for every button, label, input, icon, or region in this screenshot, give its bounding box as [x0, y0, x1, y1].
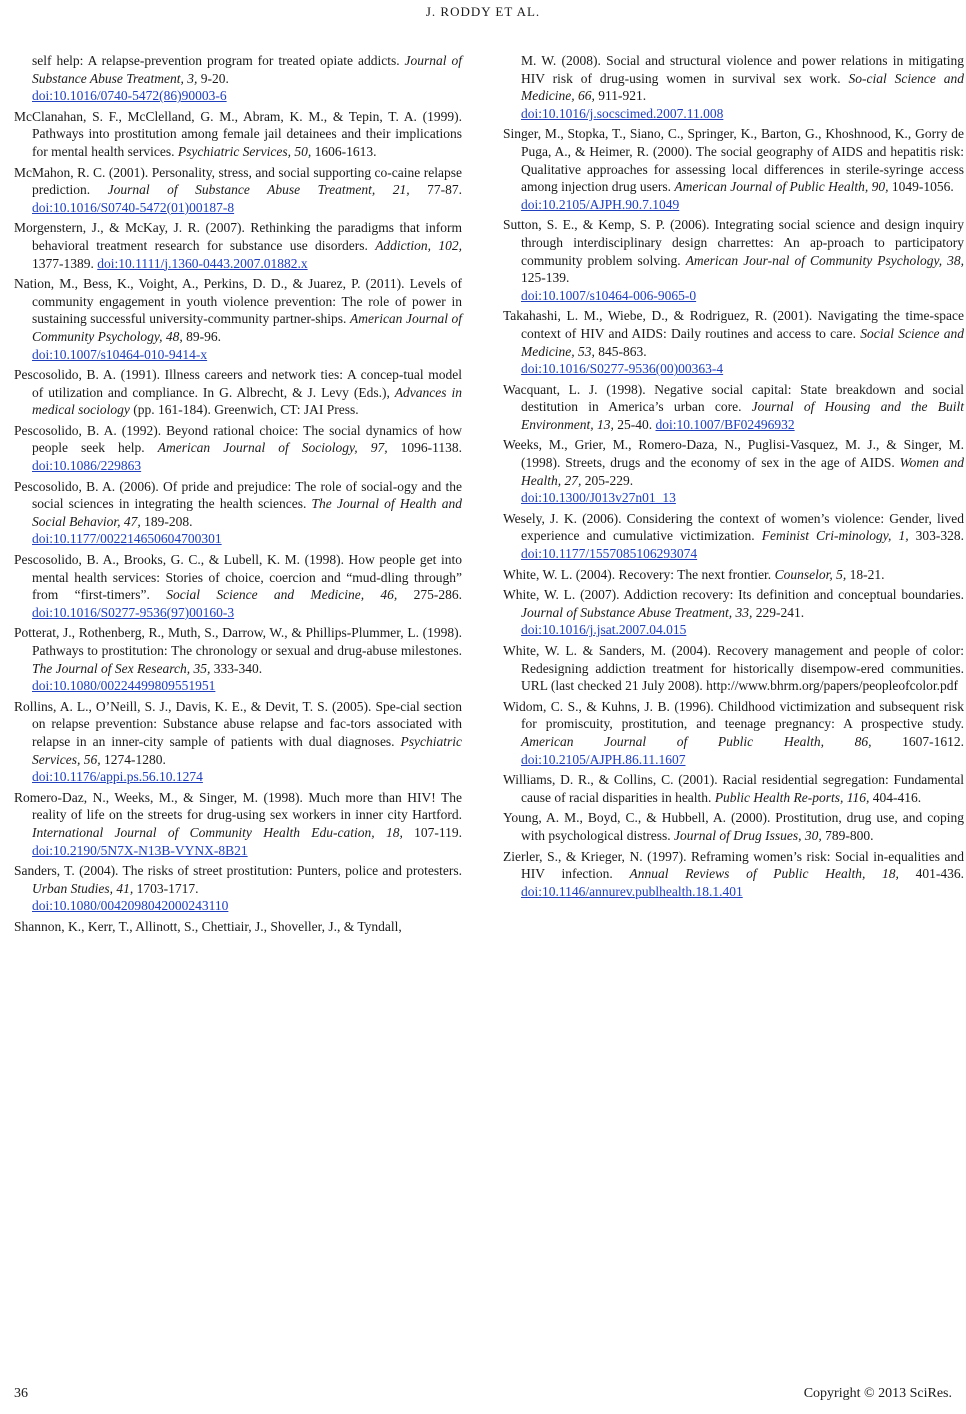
reference-pages: 845-863. — [594, 343, 647, 359]
reference-text: McClanahan, S. F., McClelland, G. M., Abram, K. M., & Tepin, T. A. (1999). Pathways into prostitution among female jail detainees and their implications for mental health services. — [14, 108, 462, 159]
reference-entry — [14, 275, 462, 363]
reference-column-left — [14, 52, 462, 939]
reference-entry — [503, 52, 964, 122]
reference-pages: 911-921. — [594, 88, 647, 104]
reference-entry — [503, 771, 964, 806]
reference-entry — [14, 551, 462, 621]
reference-journal: Journal of Substance Abuse Treatment, 21, — [107, 182, 410, 198]
reference-journal: Journal of Drug Issues, 30, — [673, 827, 822, 843]
reference-pages: 404-416. — [869, 789, 922, 805]
doi-link[interactable]: doi:10.1007/s10464-010-9414-x — [32, 346, 208, 362]
reference-text: Shannon, K., Kerr, T., Allinott, S., Chettiair, J., Shoveller, J., & Tyndall, — [14, 918, 402, 934]
doi-link[interactable]: doi:10.2105/AJPH.90.7.1049 — [521, 196, 680, 212]
reference-entry — [14, 52, 462, 105]
reference-pages: 1606-1613. — [311, 143, 377, 159]
reference-journal: Journal of Housing and the Built Environment, 13, — [521, 399, 964, 432]
reference-text: Romero-Daz, N., Weeks, M., & Singer, M. (1998). Much more than HIV! The reality of life on the streets for drug-using sex workers in inner city Hartford. — [14, 789, 462, 823]
reference-journal: Feminist Cri-minology, 1, — [761, 528, 909, 544]
reference-text: Sutton, S. E., & Kemp, S. P. (2006). Integrating social science and design inquiry through interdisciplinary design charrettes: An ap-proach to participatory community problem solving. — [503, 217, 964, 268]
reference-journal: The Journal of Sex Research, 35, — [32, 660, 211, 676]
reference-entry — [503, 510, 964, 563]
doi-link[interactable]: doi:10.1177/1557085106293074 — [521, 546, 698, 562]
reference-journal: American Journal of Public Health, 90, — [674, 179, 889, 195]
reference-text: M. W. (2008). Social and structural violence and power relations in mitigating HIV risk of drug-using women in survival sex work. — [521, 53, 964, 86]
reference-text: Pescosolido, B. A. (1992). Beyond rational choice: The social dynamics of how people seek help. — [14, 422, 462, 456]
reference-pages: 9-20. — [197, 70, 229, 86]
reference-pages: 275-286. — [397, 587, 463, 603]
reference-pages: 77-87. — [409, 182, 463, 198]
reference-column-right — [503, 52, 964, 903]
reference-text: Pescosolido, B. A. (2006). Of pride and prejudice: The role of social-ogy and the social sciences in integrating the health sciences. — [14, 478, 462, 512]
reference-journal: Counselor, 5, — [774, 566, 847, 582]
reference-text: Rollins, A. L., O’Neill, S. J., Davis, K. E., & Devit, T. S. (2005). Spe-cial section on relapse prevention: Substance abuse relapse and fac-tors associated with relapse in an inner-city sample of patients with dual diagnoses. — [14, 698, 462, 749]
reference-journal: Public Health Re-ports, 116, — [714, 789, 870, 805]
reference-text: Wesely, J. K. (2006). Considering the context of women’s violence: Gender, lived experience and cumulative victimization. — [503, 510, 964, 544]
reference-pages: 1049-1056. — [888, 179, 954, 195]
reference-entry — [14, 698, 462, 786]
reference-entry — [14, 478, 462, 548]
reference-entry — [503, 809, 964, 844]
reference-text: Weeks, M., Grier, M., Romero-Daza, N., Puglisi-Vasquez, M. J., & Singer, M. (1998). Streets, drugs and the economy of sex in the age of AIDS. — [503, 437, 964, 471]
reference-text: Pescosolido, B. A., Brooks, G. C., & Lubell, K. M. (1998). How people get into mental health services: Stories of choice, coercion and “mud-dling through” from “first-timers”. — [14, 552, 462, 603]
doi-link[interactable]: doi:10.2105/AJPH.86.11.1607 — [521, 751, 686, 767]
reference-text: Potterat, J., Rothenberg, R., Muth, S., Darrow, W., & Phillips-Plummer, L. (1998). Pathways to prostitution: The chronology or sexual and drug-abuse milestones. — [14, 625, 462, 658]
reference-journal: American Journal of Public Health, 86, — [521, 733, 872, 749]
doi-link[interactable]: doi:10.1016/j.socscimed.2007.11.008 — [521, 105, 724, 121]
reference-entry — [503, 125, 964, 213]
reference-entry — [503, 848, 964, 901]
doi-link[interactable]: doi:10.1016/S0277-9536(00)00363-4 — [521, 361, 724, 377]
reference-text: Pescosolido, B. A. (1991). Illness careers and network ties: A concep-tual model of utilization and compliance. In G. Albrecht, & J. Levy (Eds.), — [14, 367, 462, 400]
reference-text: Young, A. M., Boyd, C., & Hubbell, A. (2000). Prostitution, drug use, and coping with psychological distress. — [503, 810, 964, 843]
reference-pages: 789-800. — [821, 827, 874, 843]
reference-journal: Journal of Substance Abuse Treatment, 33, — [521, 604, 753, 620]
reference-journal: American Journal of Community Psychology, 48, — [32, 311, 463, 344]
doi-link[interactable]: doi:10.1146/annurev.publhealth.18.1.401 — [521, 883, 743, 899]
reference-text: White, W. L. (2004). Recovery: The next frontier. — [503, 566, 775, 582]
doi-link[interactable]: doi:10.2190/5N7X-N13B-VYNX-8B21 — [32, 842, 248, 858]
reference-entry — [14, 164, 462, 217]
reference-pages: 1377-1389. — [32, 255, 98, 271]
reference-text: White, W. L. & Sanders, M. (2004). Recovery management and people of color: Redesigning addiction treatment for historically disempow-ered communities. URL (last checked 21 July 2008). http://www.bhrm.org/papers/peopleofcolor.pdf — [503, 643, 964, 694]
reference-entry — [503, 698, 964, 768]
reference-journal: Addiction, 102, — [375, 237, 462, 253]
reference-journal: Psychiatric Services, 50, — [177, 143, 312, 159]
reference-journal: So-cial Science and Medicine, 66, — [521, 70, 965, 104]
reference-pages: 25-40. — [613, 416, 656, 432]
page-number: 36 — [14, 1386, 28, 1401]
reference-pages: 18-21. — [846, 566, 885, 582]
doi-link[interactable]: doi:10.1016/S0740-5472(01)00187-8 — [32, 199, 235, 215]
reference-entry — [503, 381, 964, 434]
reference-entry — [14, 219, 462, 272]
reference-journal: Women and Health, 27, — [521, 455, 964, 488]
reference-pages: 333-340. — [210, 660, 263, 676]
doi-link[interactable]: doi:10.1016/j.jsat.2007.04.015 — [521, 622, 687, 638]
reference-pages: 303-328. — [908, 528, 964, 544]
doi-link[interactable]: doi:10.1007/s10464-006-9065-0 — [521, 287, 697, 303]
reference-pages: 107-119. — [402, 824, 463, 840]
reference-entry — [503, 566, 964, 584]
reference-pages: 125-139. — [521, 270, 570, 286]
reference-pages: 1703-1717. — [133, 880, 199, 896]
running-head: J. RODDY ET AL. — [425, 4, 541, 19]
reference-entry — [14, 422, 462, 475]
doi-link[interactable]: doi:10.1111/j.1360-0443.2007.01882.x — [97, 255, 308, 271]
reference-text: Sanders, T. (2004). The risks of street prostitution: Punters, police and protesters. — [14, 863, 462, 879]
reference-pages: 189-208. — [140, 513, 193, 529]
reference-text: Singer, M., Stopka, T., Siano, C., Springer, K., Barton, G., Khoshnood, K., Gorry de Puga, A., & Heimer, R. (2000). The social geography of AIDS and hepatitis risk: Qualitative approaches for assessing local differences in sterile-syringe access among injection drug users. — [503, 126, 964, 195]
reference-text: Takahashi, L. M., Wiebe, D., & Rodriguez, R. (2001). Navigating the time-space context of HIV and AIDS: Daily routines and access to care. — [503, 308, 964, 341]
reference-journal: The Journal of Health and Social Behavior, 47, — [32, 496, 462, 529]
reference-text: Williams, D. R., & Collins, C. (2001). Racial residential segregation: Fundamental cause of racial disparities in health. — [503, 772, 964, 805]
reference-text: Widom, C. S., & Kuhns, J. B. (1996). Childhood victimization and subsequent risk for promiscuity, prostitution, and teenage pregnancy: A prospective study. — [503, 698, 964, 732]
reference-entry — [14, 366, 462, 419]
doi-link[interactable]: doi:10.1007/BF02496932 — [655, 416, 795, 432]
reference-text: self help: A relapse-prevention program for treated opiate addicts. — [32, 53, 405, 68]
reference-entry — [14, 108, 462, 161]
doi-link[interactable]: doi:10.1080/00224499809551951 — [32, 678, 216, 694]
reference-entry — [14, 862, 462, 915]
reference-text: Nation, M., Bess, K., Voight, A., Perkins, D. D., & Juarez, P. (2011). Levels of community engagement in youth violence prevention: The role of power in sustaining successful university-community partner-ships. — [14, 276, 462, 327]
reference-journal: Journal of Substance Abuse Treatment, 3, — [32, 53, 462, 86]
reference-text: Wacquant, L. J. (1998). Negative social capital: State breakdown and social destitution in America’s urban core. — [503, 381, 964, 415]
doi-link[interactable]: doi:10.1177/002214650604700301 — [32, 531, 222, 547]
reference-journal: American Jour-nal of Community Psychology, 38, — [685, 252, 964, 268]
reference-pages: 1096-1138. — [387, 440, 462, 456]
reference-text: White, W. L. (2007). Addiction recovery: Its definition and conceptual boundaries. — [503, 587, 964, 603]
reference-pages: 229-241. — [752, 604, 805, 620]
reference-pages: (pp. 161-184). Greenwich, CT: JAI Press. — [129, 402, 359, 418]
reference-journal: Social Science and Medicine, 46, — [166, 587, 398, 603]
reference-text: Morgenstern, J., & McKay, J. R. (2007). Rethinking the paradigms that inform behavioral treatment research for substance use disorders. — [14, 220, 462, 253]
doi-link[interactable]: doi:10.1016/0740-5472(86)90003-6 — [32, 88, 227, 104]
reference-entry — [503, 216, 964, 304]
reference-entry — [503, 642, 964, 695]
reference-pages: 401-436. — [898, 866, 965, 882]
reference-entry — [503, 307, 964, 377]
copyright-notice: Copyright © 2013 SciRes. — [803, 1386, 952, 1401]
doi-link[interactable]: doi:10.1086/229863 — [32, 458, 142, 474]
reference-pages: 89-96. — [182, 328, 221, 344]
doi-link[interactable]: doi:10.1016/S0277-9536(97)00160-3 — [32, 604, 235, 620]
doi-link[interactable]: doi:10.1300/J013v27n01_13 — [521, 490, 676, 506]
reference-pages: 1274-1280. — [100, 751, 166, 767]
reference-entry — [503, 436, 964, 506]
reference-entry — [14, 789, 462, 859]
reference-pages: 1607-1612. — [871, 733, 964, 749]
reference-journal: Advances in medical sociology — [32, 384, 462, 418]
reference-journal: International Journal of Community Health Edu-cation, 18, — [32, 824, 403, 840]
reference-entry — [503, 586, 964, 639]
reference-entry — [14, 624, 462, 694]
reference-text: McMahon, R. C. (2001). Personality, stress, and social supporting co-caine relapse prediction. — [14, 164, 462, 198]
reference-journal: American Journal of Sociology, 97, — [157, 440, 388, 456]
reference-text: Zierler, S., & Krieger, N. (1997). Reframing women’s risk: Social in-equalities and HIV infection. — [503, 848, 964, 882]
reference-entry — [14, 918, 462, 936]
reference-journal: Urban Studies, 41, — [32, 880, 134, 896]
reference-journal: Psychiatric Services, 56, — [32, 733, 462, 767]
doi-link[interactable]: doi:10.1080/0042098042000243110 — [32, 898, 229, 914]
reference-pages: 205-229. — [581, 472, 634, 488]
reference-journal: Social Science and Medicine, 53, — [521, 325, 964, 359]
doi-link[interactable]: doi:10.1176/appi.ps.56.10.1274 — [32, 769, 203, 785]
reference-journal: Annual Reviews of Public Health, 18, — [629, 866, 899, 882]
